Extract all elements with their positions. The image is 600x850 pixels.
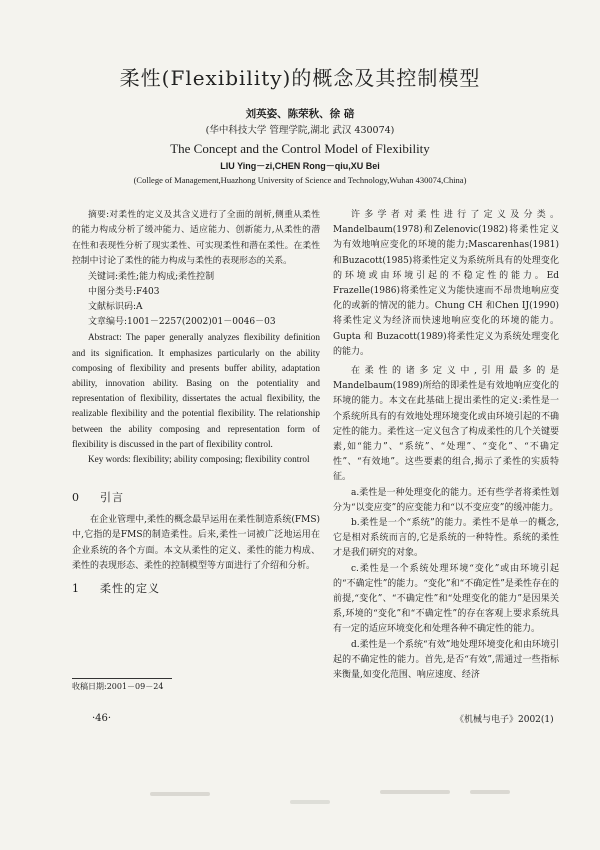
- paper-title-en: The Concept and the Control Model of Flexibility: [170, 141, 430, 156]
- footnote-rule: [72, 678, 172, 679]
- section-number: 1: [72, 582, 80, 596]
- document-code: 文献标识码:A: [88, 302, 143, 313]
- point-c: c.柔性是一个系统处理环境“变化”或由环境引起的“不确定性”的能力。“变化”和“不确定性”是柔性存在的前提,“变化”、“不确定性”和“处理变化的能力”是因果关系,环境的“变化”和“不确定性”的存在客观上要求系统具有一定的适应环境变化和处理各种不确定性的能力。: [333, 563, 559, 635]
- right-column: [333, 208, 559, 683]
- scan-smudge: [150, 792, 210, 796]
- scan-smudge: [470, 790, 510, 794]
- keywords-cn: 关键词:柔性;能力构成;柔性控制: [88, 271, 215, 282]
- keywords-en: Key words: flexibility; ability composing; flexibility control: [88, 454, 310, 465]
- point-d: d.柔性是一个系统“有效”地处理环境变化和由环境引起的不确定性的能力。首先,是否“有效”,需通过一些指标来衡量,如变化范围、响应速度、经济: [333, 639, 559, 681]
- clc-number: 中图分类号:F403: [88, 286, 160, 297]
- scan-smudge: [380, 790, 450, 794]
- point-a: a.柔性是一种处理变化的能力。还有些学者将柔性划分为“以变应变”的应变能力和“以不变应变”的缓冲能力。: [333, 487, 559, 513]
- affiliation-en: (College of Management,Huazhong University of Science and Technology,Wuhan 430074,China): [133, 175, 467, 185]
- page-number: ·46·: [92, 713, 112, 724]
- intro-paragraph: 在企业管理中,柔性的概念最早运用在柔性制造系统(FMS)中,它指的是FMS的制造柔性。后来,柔性一词被广泛地运用在企业系统的各个方面。本文从柔性的定义、柔性的能力构成、柔性的表现形态、柔性的控制模型等方面进行了介绍和分析。: [72, 515, 320, 571]
- journal-reference: 《机械与电子》2002(1): [455, 715, 554, 725]
- abstract-en: Abstract: The paper generally analyzes flexibility definition and its signification. It emphasizes particularly on the ability composing of flexibility and presents buffer ability, adaptation ability, innovation ability. Basing on the potentiality and representation of flexibility, dissertates the actual flexibility, the realizable flexibility and the potential flexibility. The relationship between the ability composing and representation form of flexibility is discussed in the part of flexibility control.: [72, 332, 320, 449]
- affiliation-cn: (华中科技大学 管理学院,湖北 武汉 430074): [205, 125, 395, 136]
- point-b: b.柔性是一个“系统”的能力。柔性不是单一的概念,它是相对系统而言的,它是系统的一种特性。系统的柔性才是我们研究的对象。: [333, 518, 559, 559]
- article-number: 文章编号:1001－2257(2002)01－0046－03: [88, 317, 276, 328]
- section-heading-intro: [72, 489, 320, 505]
- left-column: [72, 208, 320, 604]
- paragraph-definitions: 许多学者对柔性进行了定义及分类。Mandelbaum(1978)和Zelenovic(1982)将柔性定义为有效地响应变化的环境的能力;Mascarenhas(1981)和Buzacott(1985)将柔性定义为系统所具有的处理变化的环境或由环境引起的不稳定性的能力。Ed Frazelle(1986)将柔性定义为能快速而不昂贵地响应变化的或新的情况的能力。Chung CH 和Chen IJ(1990)将柔性定义为经济而快速地响应变化的环境的能力。Gupta 和 Buzacott(1989)将柔性定义为系统处理变化的能力。: [333, 210, 559, 357]
- received-date: 收稿日期:2001－09－24: [72, 682, 164, 691]
- authors-cn: 刘英姿、陈荣秋、徐 碚: [245, 108, 355, 120]
- section-number: 0: [72, 491, 80, 505]
- section-title: 引言: [100, 491, 124, 505]
- paper-title: 柔性(Flexibility)的概念及其控制模型: [119, 66, 481, 90]
- abstract-cn: 摘要:对柔性的定义及其含义进行了全面的剖析,侧重从柔性的能力构成分析了缓冲能力、适应能力、创新能力,从柔性的潜在性和表现性分析了现实柔性、可实现柔性和潜在柔性。在柔性控制中讨论了柔性的能力构成与柔性的表现形态的关系。: [72, 210, 320, 267]
- section-title: 柔性的定义: [100, 582, 160, 596]
- paragraph-proposed-definition: 在柔性的诸多定义中,引用最多的是Mandelbaum(1989)所给的即柔性是有效地响应变化的环境的能力。本文在此基础上提出柔性的定义:柔性是一个系统所具有的有效地处理环境变化或由环境引起的不确定性的能力。柔性这一定义包含了构成柔性的几个关键要素,如“能力”、“系统”、“处理”、“变化”、“不确定性”、“有效地”。这些要素的组合,揭示了柔性的实质特征。: [333, 366, 559, 483]
- authors-en: LIU Ying－zi,CHEN Rong－qiu,XU Bei: [220, 161, 380, 171]
- section-heading-definition: [72, 580, 320, 596]
- scan-smudge: [290, 800, 330, 804]
